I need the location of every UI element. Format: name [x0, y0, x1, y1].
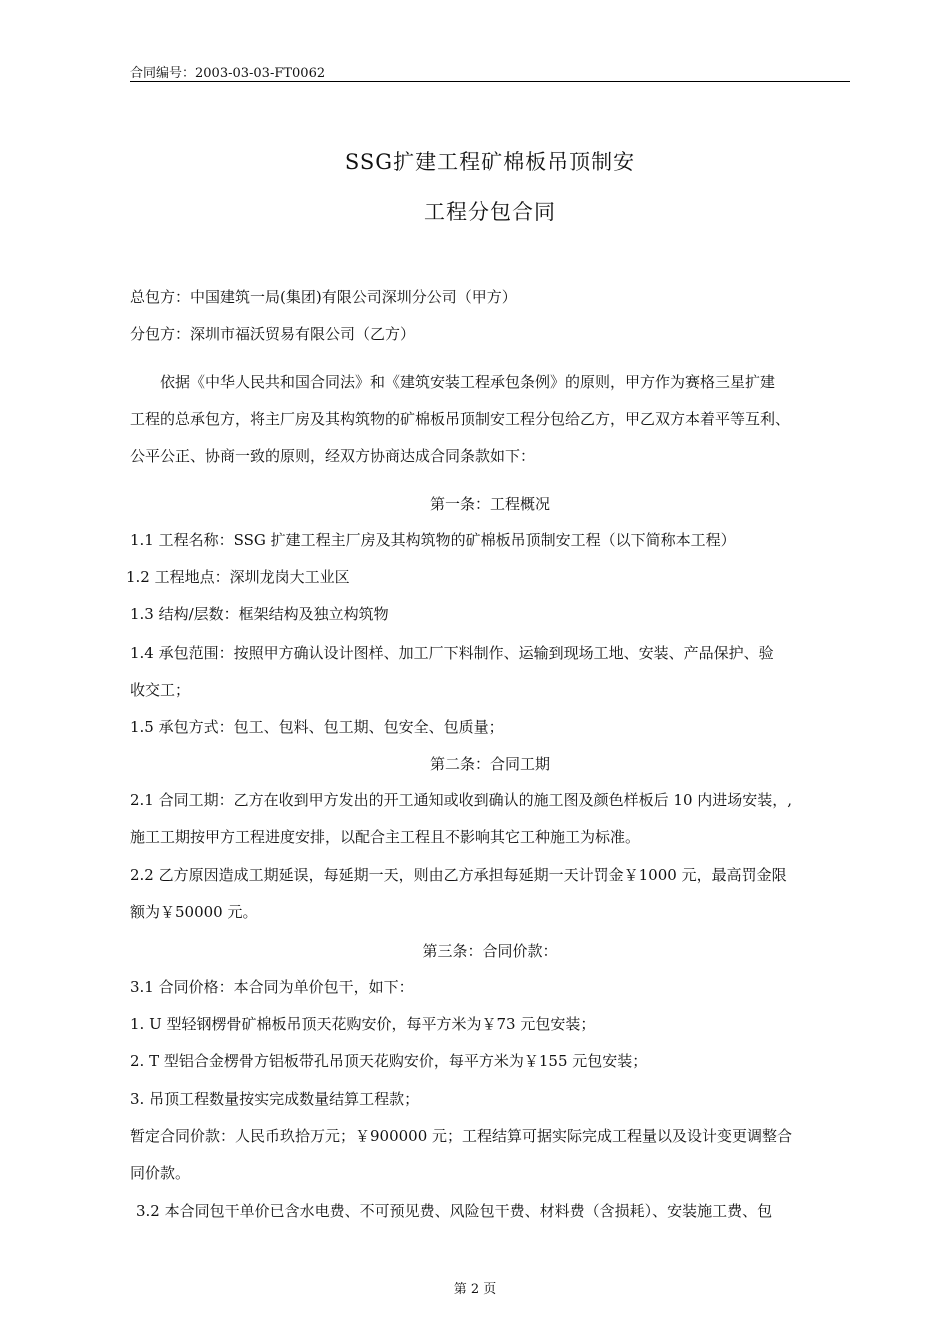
clause-line: 3.2 本合同包干单价已含水电费、不可预见费、风险包干费、材料费（含损耗）、安装施工费、包 [136, 1202, 773, 1220]
preamble-line: 依据《中华人民共和国合同法》和《建筑安装工程承包条例》的原则，甲方作为赛格三星扩建 [160, 373, 776, 391]
clause-line: 2. T 型铝合金楞骨方铝板带孔吊顶天花购安价，每平方米为￥155 元包安装； [130, 1052, 648, 1070]
preamble-line: 公平公正、协商一致的原则，经双方协商达成合同条款如下： [130, 447, 536, 465]
article-3-heading: 第三条：合同价款： [422, 942, 558, 960]
contract-number: 合同编号：2003-03-03-FT0062 [130, 66, 326, 81]
clause-line: 1.2 工程地点：深圳龙岗大工业区 [126, 568, 350, 586]
clause-line: 1.5 承包方式：包工、包料、包工期、包安全、包质量； [130, 718, 504, 736]
document-subtitle: 工程分包合同 [424, 200, 556, 224]
clause-line: 同价款。 [130, 1164, 191, 1182]
clause-line: 2.1 合同工期：乙方在收到甲方发出的开工通知或收到确认的施工图及颜色样板后 10 内进场安装，, [130, 791, 793, 809]
preamble-line: 工程的总承包方，将主厂房及其构筑物的矿棉板吊顶制安工程分包给乙方，甲乙双方本着平等互利、 [130, 410, 791, 428]
clause-line: 3. 吊顶工程数量按实完成数量结算工程款； [130, 1090, 420, 1108]
clause-line: 2.2 乙方原因造成工期延误，每延期一天，则由乙方承担每延期一天计罚金￥1000 元，最高罚金限 [130, 866, 787, 884]
clause-line: 1.3 结构/层数：框架结构及独立构筑物 [130, 605, 389, 623]
header-divider [130, 81, 850, 82]
article-2-heading: 第二条：合同工期 [429, 755, 550, 773]
article-1-heading: 第一条：工程概况 [429, 495, 550, 513]
clause-line: 1.1 工程名称：SSG 扩建工程主厂房及其构筑物的矿棉板吊顶制安工程（以下简称本工程） [130, 531, 736, 549]
clause-line: 1. U 型轻钢楞骨矿棉板吊顶天花购安价，每平方米为￥73 元包安装； [130, 1015, 596, 1033]
subcontractor: 分包方：深圳市福沃贸易有限公司（乙方） [130, 325, 416, 343]
clause-line: 3.1 合同价格：本合同为单价包干，如下： [130, 978, 414, 996]
clause-line: 施工工期按甲方工程进度安排，以配合主工程且不影响其它工种施工为标准。 [130, 828, 641, 846]
clause-line: 额为￥50000 元。 [130, 903, 258, 921]
clause-line: 1.4 承包范围：按照甲方确认设计图样、加工厂下料制作、运输到现场工地、安装、产品保护、验 [130, 644, 774, 662]
page-number: 第 2 页 [453, 1282, 497, 1297]
clause-line: 收交工； [130, 681, 191, 699]
general-contractor: 总包方：中国建筑一局(集团)有限公司深圳分公司（甲方） [130, 288, 517, 306]
document-title: SSG扩建工程矿棉板吊顶制安 [344, 150, 636, 174]
clause-line: 暂定合同价款：人民币玖拾万元；￥900000 元；工程结算可据实际完成工程量以及设计变更调整合 [130, 1127, 793, 1145]
